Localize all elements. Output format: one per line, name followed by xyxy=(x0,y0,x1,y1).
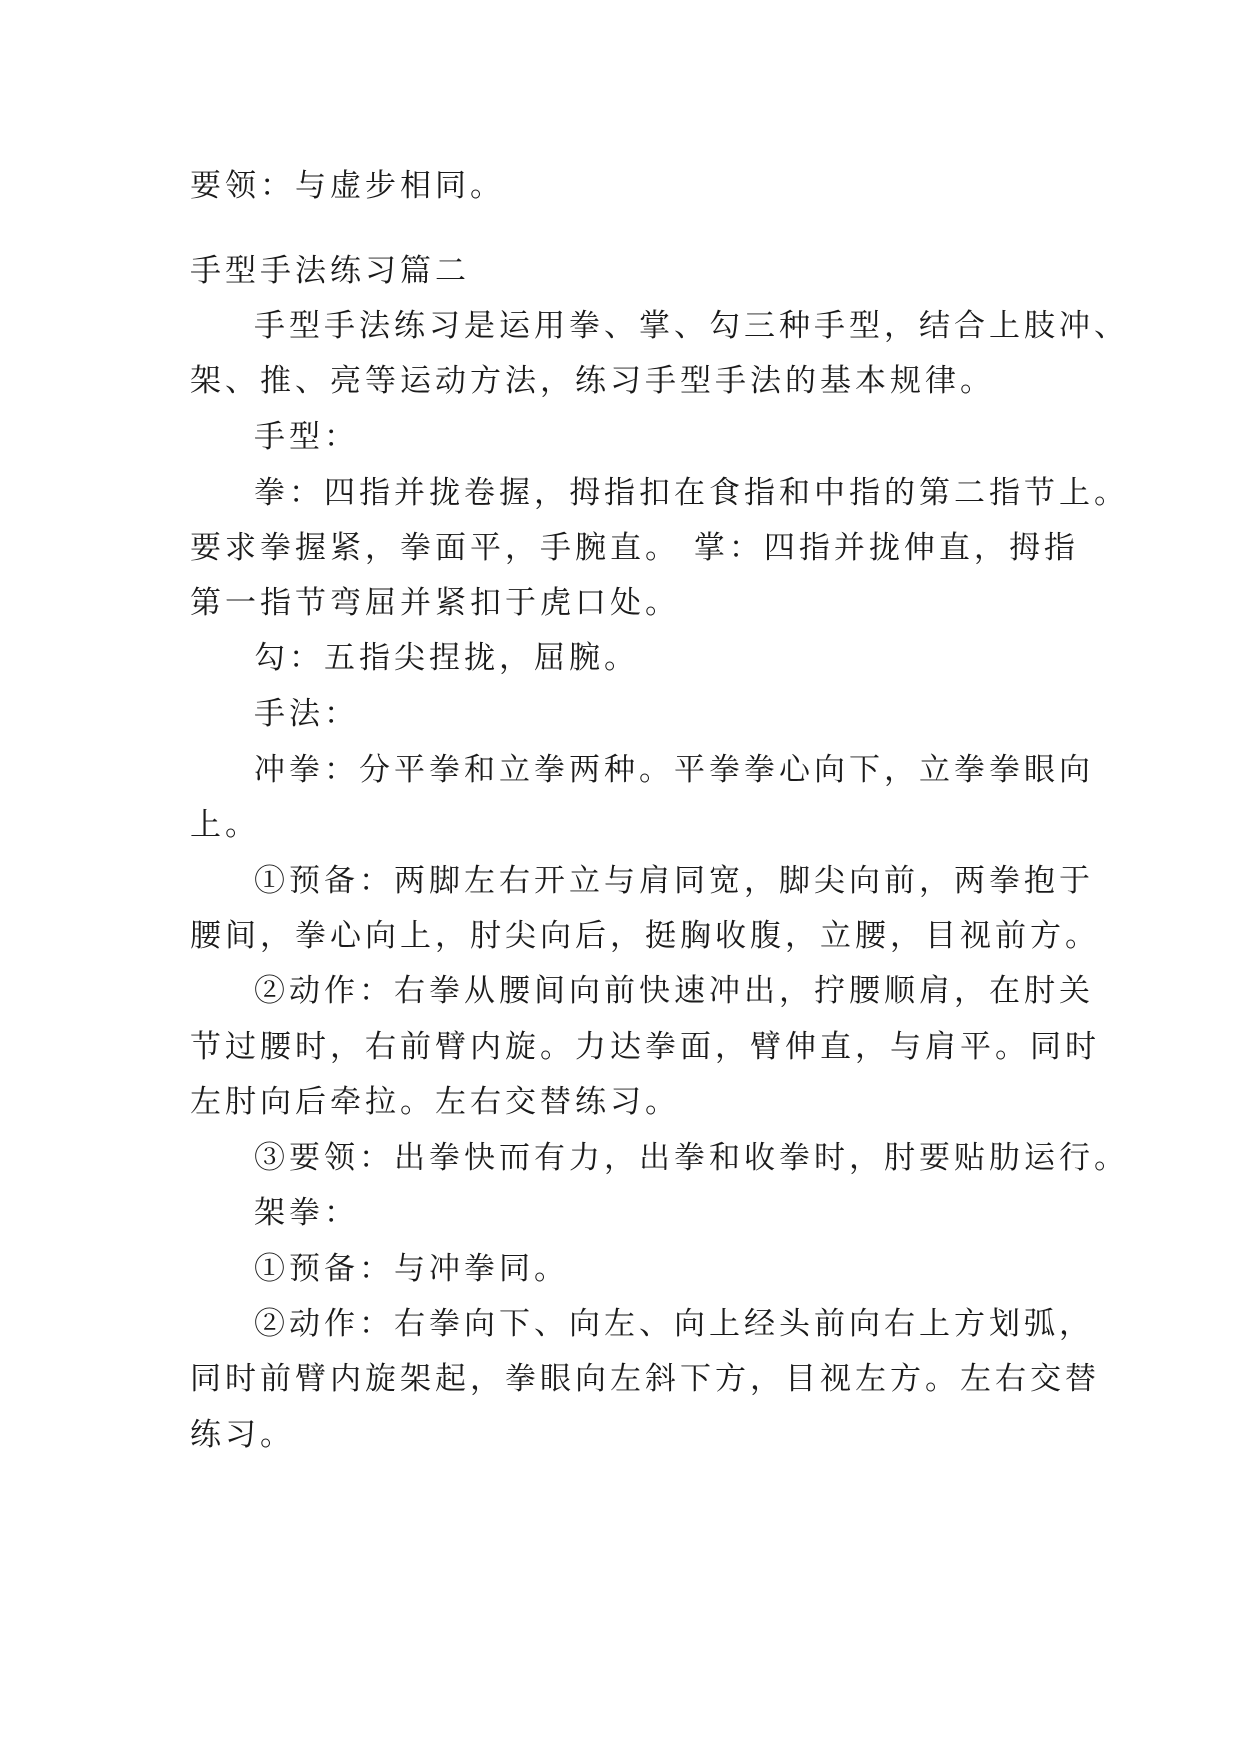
paragraph-line: ①预备：与冲拳同。 xyxy=(254,1251,569,1287)
paragraph-line: 冲拳：分平拳和立拳两种。平拳拳心向下，立拳拳眼向 xyxy=(254,752,1094,788)
paragraph-line: 同时前臂内旋架起，拳眼向左斜下方，目视左方。左右交替 xyxy=(190,1361,1100,1397)
paragraph-line: 要领：与虚步相同。 xyxy=(190,168,505,204)
subheading-block-punch: 架拳： xyxy=(254,1195,359,1231)
paragraph-line: 拳：四指并拢卷握，拇指扣在食指和中指的第二指节上。 xyxy=(254,475,1129,511)
subheading-hand-techniques: 手法： xyxy=(254,696,359,732)
paragraph-line: 手型手法练习是运用拳、掌、勾三种手型，结合上肢冲、 xyxy=(254,308,1129,344)
subheading-hand-shapes: 手型： xyxy=(254,419,359,455)
paragraph-line: ②动作：右拳从腰间向前快速冲出，拧腰顺肩，在肘关 xyxy=(254,973,1094,1009)
paragraph-line: 左肘向后牵拉。左右交替练习。 xyxy=(190,1084,680,1120)
paragraph-line: 第一指节弯屈并紧扣于虎口处。 xyxy=(190,585,680,621)
paragraph-line: ①预备：两脚左右开立与肩同宽，脚尖向前，两拳抱于 xyxy=(254,863,1094,899)
paragraph-line: 上。 xyxy=(190,807,260,843)
section-heading: 手型手法练习篇二 xyxy=(190,253,470,289)
paragraph-line: 腰间，拳心向上，肘尖向后，挺胸收腹，立腰，目视前方。 xyxy=(190,918,1100,954)
paragraph-line: 节过腰时，右前臂内旋。力达拳面，臂伸直，与肩平。同时 xyxy=(190,1029,1100,1065)
paragraph-line: 练习。 xyxy=(190,1417,295,1453)
paragraph-line: 勾：五指尖捏拢，屈腕。 xyxy=(254,640,639,676)
paragraph-line: ③要领：出拳快而有力，出拳和收拳时，肘要贴肋运行。 xyxy=(254,1140,1129,1176)
paragraph-line: 要求拳握紧，拳面平，手腕直。 掌：四指并拢伸直，拇指 xyxy=(190,530,1079,566)
paragraph-line: ②动作：右拳向下、向左、向上经头前向右上方划弧， xyxy=(254,1306,1094,1342)
paragraph-line: 架、推、亮等运动方法，练习手型手法的基本规律。 xyxy=(190,363,995,399)
